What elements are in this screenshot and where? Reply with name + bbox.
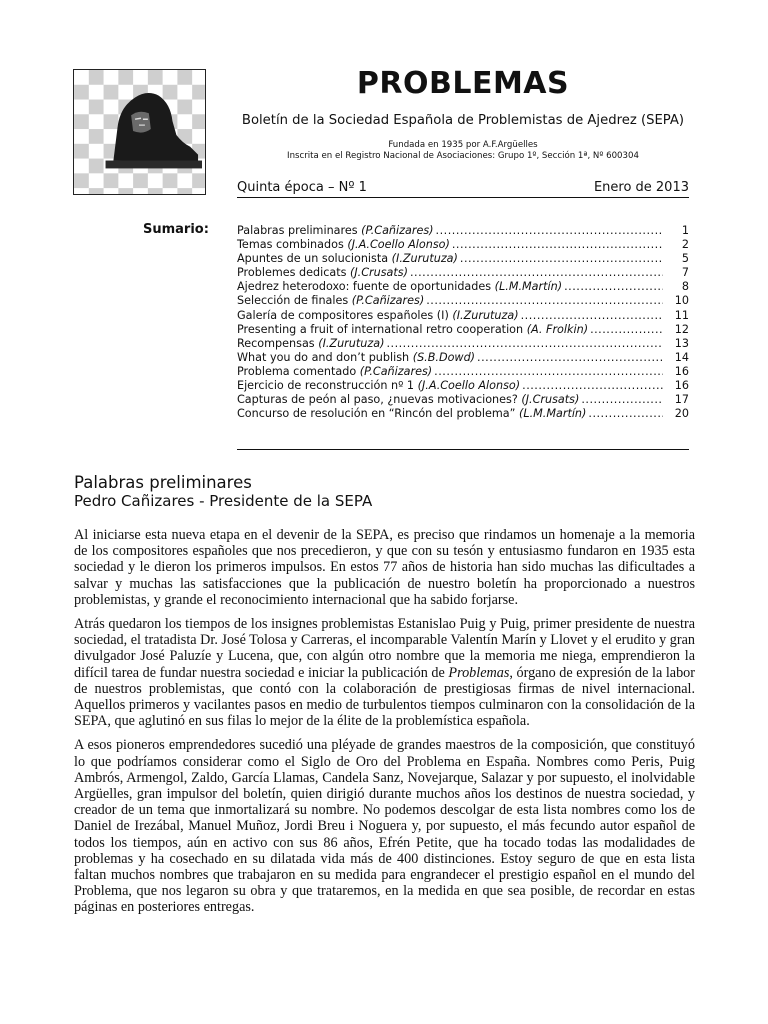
toc-author: (P.Cañizares)	[361, 224, 434, 237]
toc-title	[237, 337, 384, 351]
toc-title	[237, 266, 408, 280]
toc-entry	[237, 365, 689, 379]
toc-entry	[237, 337, 689, 351]
edition-row	[237, 180, 689, 195]
toc-title	[237, 252, 458, 266]
toc-leader	[521, 309, 663, 323]
toc-title	[237, 407, 586, 421]
toc-title	[237, 224, 434, 238]
paragraph-text: , órgano de expresión de la labor de nuestros problemistas, que contó con la colaboración de prestigiosas firmas de nivel internacional. Aquellos primeros y vacilantes pasos en medio de turbulentos tiempos culminaron con la consolidación de la SEPA, que aglutinó en sus filas lo mejor de la élite de la problemística española.	[74, 664, 695, 730]
toc-title-text: Recompensas	[237, 336, 319, 350]
paragraph-text: Atrás quedaron los tiempos de los insignes problemistas Estanislao Puig y Puig, primer presidente de nuestra sociedad, el tratadista Dr. José Tolosa y Carreras, el incomparable Valentín Marín y Llovet y el erudito y gran divulgador José Paluzíe y Lucena, que, con algún otro nombre que la memoria me niega, emprendieron la difícil tarea de fundar nuestra sociedad e iniciar la publicación de	[74, 616, 695, 681]
founded-note: Fundada en 1935 por A.F.Argüelles	[388, 140, 538, 150]
toc-leader	[564, 280, 663, 294]
toc-title	[237, 379, 520, 393]
toc-author: (I.Zurutuza)	[391, 252, 458, 266]
toc-leader	[426, 294, 663, 308]
toc-page-number: 10	[674, 294, 689, 308]
toc-title-text: Concurso de resolución en “Rincón del problema”	[237, 407, 519, 421]
edition-label: Quinta época – Nº 1	[237, 180, 367, 195]
article-author: Pedro Cañizares - Presidente de la SEPA	[74, 492, 373, 510]
toc-title-text: Galería de compositores españoles (I)	[237, 308, 453, 322]
toc-title-text: Selección de finales	[237, 294, 352, 308]
toc-leader	[522, 379, 663, 393]
toc-entry	[237, 280, 689, 294]
toc-page-number: 20	[674, 407, 689, 421]
toc-entry	[237, 351, 689, 365]
registry-note: Inscrita en el Registro Nacional de Asociaciones: Grupo 1º, Sección 1ª, Nº 600304	[287, 151, 639, 161]
article-title: Palabras preliminares	[74, 473, 252, 492]
toc-title-text: Capturas de peón al paso, ¿nuevas motivaciones?	[237, 393, 522, 407]
toc-title-text: Presenting a fruit of international retro cooperation	[237, 322, 527, 336]
toc-title-text: What you do and don’t publish	[237, 350, 413, 364]
toc-title-text: Ejercicio de reconstrucción nº 1	[237, 379, 418, 393]
toc-page-number: 5	[681, 252, 689, 266]
toc-leader	[477, 351, 663, 365]
toc-title-text: Problema comentado	[237, 364, 360, 378]
toc-page-number: 16	[674, 364, 689, 378]
toc-title	[237, 309, 519, 323]
toc-page-number: 14	[674, 350, 689, 364]
toc-author: (A. Frolkin)	[526, 322, 589, 336]
toc-title	[237, 238, 450, 252]
toc-author: (I.Zurutuza)	[452, 308, 519, 322]
paragraph: A esos pioneros emprendedores sucedió una pléyade de grandes maestros de la composición, que constituyó lo que podríamos considerar como el Siglo de Oro del Problema en España. Nombres como Peris, Puig Ambrós, Armengol, Zaldo, García Llamas, Candela Sanz, Novejarque, Salazar y por supuesto, el inolvidable Argüelles, gran impulsor del boletín, quien dirigió durante muchos años los destinos de nuestra sociedad, y creador de un tema que inmortalizará su nombre. No podemos descolgar de esta lista nombres como los de Daniel de Irezábal, Manuel Muñoz, Jordi Breu i Noguera y, por supuesto, el más fecundo autor español de todos los tiempos, aún en activo con sus 86 años, Efrén Petite, que ha tocado todas las modalidades de problemas y ha cosechado en su dilatada vida más de 400 distinciones. Estoy seguro de que en esta lista faltan muchos nombres que trabajaron en su medida para engrandecer el prestigio español en el mundo del Problema, que nos legaron su obra y que trataremos, en la medida en que sea posible, de recordar en estas páginas en posteriores entregas.	[74, 737, 695, 916]
toc-entry	[237, 407, 689, 421]
toc-entry	[237, 393, 689, 407]
paragraph: Al iniciarse esta nueva etapa en el devenir de la SEPA, es preciso que rindamos un homenaje a la memoria de los compositores españoles que nos precedieron, y que con su tesón y entusiasmo fundaron en 1935 esta sociedad y le dieron los primeros impulsos. En estos 77 años de historia han sido muchas las dificultades a salvar y muchas las satisfacciones que la publicación de nuestro boletín ha proporcionado a nuestros problemistas, y grande el reconocimiento internacional que ha sabido forjarse.	[74, 527, 695, 608]
sphinx-chessboard-logo	[73, 69, 206, 195]
journal-subtitle: Boletín de la Sociedad Española de Problemistas de Ajedrez (SEPA)	[241, 113, 685, 128]
toc-entry	[237, 309, 689, 323]
toc-author: (P.Cañizares)	[351, 294, 425, 308]
toc-page-number: 16	[674, 379, 689, 393]
toc-leader	[581, 393, 663, 407]
toc-title-text: Temas combinados	[237, 238, 348, 252]
toc-leader	[590, 323, 663, 337]
toc-page-number: 17	[674, 393, 689, 407]
table-of-contents	[237, 224, 689, 421]
divider	[237, 449, 689, 450]
summary-label: Sumario:	[143, 222, 209, 237]
toc-author: (J.Crusats)	[521, 393, 580, 407]
article-body	[74, 527, 695, 924]
divider	[237, 197, 689, 198]
toc-entry	[237, 238, 689, 252]
toc-leader	[434, 365, 663, 379]
toc-leader	[410, 266, 663, 280]
toc-author: (J.Crusats)	[349, 266, 408, 280]
toc-title	[237, 365, 432, 379]
toc-entry	[237, 266, 689, 280]
toc-title-text: Problemes dedicats	[237, 266, 350, 280]
toc-entry	[237, 252, 689, 266]
toc-page-number: 1	[681, 224, 689, 237]
toc-page-number: 12	[674, 322, 689, 336]
toc-entry	[237, 323, 689, 337]
toc-page-number: 7	[681, 266, 689, 280]
toc-leader	[460, 252, 663, 266]
toc-title-text: Ajedrez heterodoxo: fuente de oportunidades	[237, 280, 495, 294]
toc-title-text: Palabras preliminares	[237, 224, 362, 237]
paragraph	[74, 616, 695, 729]
toc-leader	[588, 407, 663, 421]
journal-name: Problemas	[448, 664, 510, 681]
toc-page-number: 13	[674, 336, 689, 350]
toc-title	[237, 294, 424, 308]
toc-author: (S.B.Dowd)	[412, 350, 476, 364]
toc-author: (P.Cañizares)	[359, 364, 433, 378]
toc-entry	[237, 294, 689, 308]
toc-author: (L.M.Martín)	[518, 407, 587, 421]
toc-title	[237, 280, 562, 294]
toc-entry	[237, 379, 689, 393]
toc-leader	[452, 238, 663, 252]
toc-title	[237, 351, 475, 365]
toc-page-number: 11	[674, 308, 689, 322]
toc-leader	[386, 337, 663, 351]
toc-title	[237, 393, 579, 407]
toc-page-number: 8	[681, 280, 689, 294]
toc-entry	[237, 224, 689, 238]
issue-date: Enero de 2013	[593, 180, 689, 195]
toc-title-text: Apuntes de un solucionista	[237, 252, 392, 266]
journal-title: PROBLEMAS	[356, 66, 570, 101]
toc-author: (I.Zurutuza)	[318, 336, 385, 350]
toc-author: (L.M.Martín)	[494, 280, 563, 294]
toc-author: (J.A.Coello Alonso)	[347, 238, 450, 252]
toc-leader	[436, 224, 663, 238]
toc-author: (J.A.Coello Alonso)	[417, 379, 521, 393]
toc-title	[237, 323, 588, 337]
toc-page-number: 2	[681, 238, 689, 252]
